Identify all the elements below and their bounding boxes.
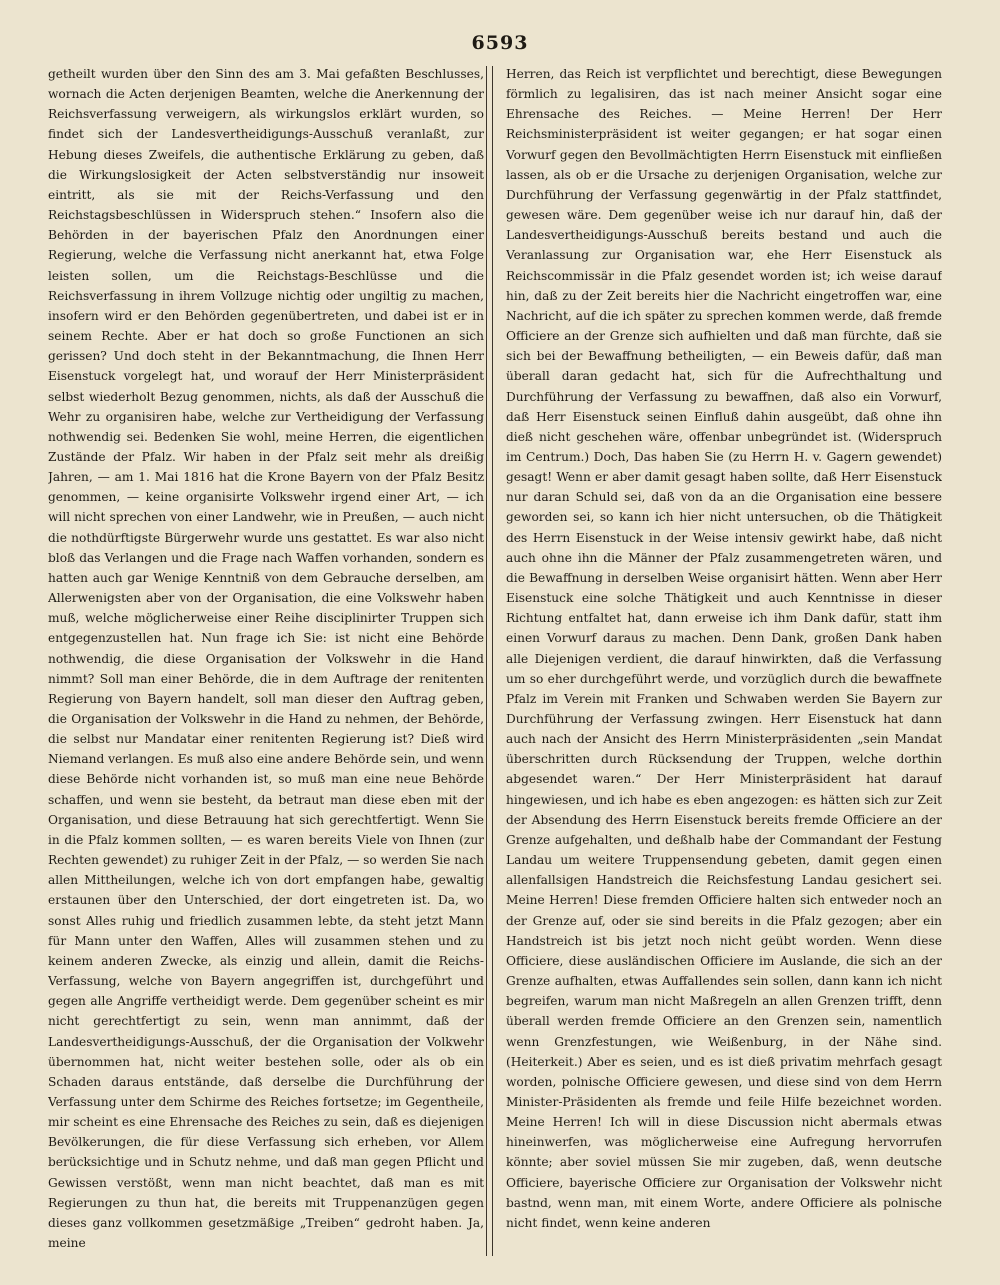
text-column-left	[48, 64, 484, 1264]
column-divider	[486, 66, 493, 1256]
page-number: 6593	[471, 32, 529, 54]
column-text: Herren, das Reich ist verpflichtet und berechtigt, diese Bewegungen förmlich zu legalisiren, das ist nach meiner Ansicht sogar eine Ehrensache des Reiches. — Meine Herren! Der Herr Reichsministerpräsident ist weiter gegangen; er hat sogar einen Vorwurf gegen den Bevollmächtigten Herrn Eisenstuck mit einfließen lassen, als ob er die Ursache zu derjenigen Organisation, welche zur Durchführung der Verfassung gegenwärtig in der Pfalz stattfindet, gewesen wäre. Dem gegenüber weise ich nur darauf hin, daß der Landesvertheidigungs-Ausschuß bereits bestand und auch die Veranlassung zur Organisation war, ehe Herr Eisenstuck als Reichscommissär in die Pfalz gesendet worden ist; ich weise darauf hin, daß zu der Zeit bereits hier die Nachricht eingetroffen war, eine Nachricht, auf die ich später zu sprechen kommen werde, daß fremde Officiere an der Grenze sich aufhielten und daß man fürchte, daß sie sich bei der Bewaffnung betheiligten, — ein Beweis dafür, daß man überall daran gedacht hat, sich für die Aufrechthaltung und Durchführung der Verfassung zu bewaffnen, daß also ein Vorwurf, daß Herr Eisenstuck seinen Einfluß dahin ausgeübt, daß ohne ihn dieß nicht geschehen wäre, offenbar unbegründet ist. (Widerspruch im Centrum.) Doch, Das haben Sie (zu Herrn H. v. Gagern gewendet) gesagt! Wenn er aber damit gesagt haben sollte, daß Herr Eisenstuck nur daran Schuld sei, daß von da an die Organisation eine bessere geworden sei, so kann ich hier nicht untersuchen, ob die Thätigkeit des Herrn Eisenstuck in der Weise intensiv gewirkt habe, daß nicht auch ohne ihn die Männer der Pfalz zusammengetreten wären, und die Bewaffnung in derselben Weise organisirt hätten. Wenn aber Herr Eisenstuck eine solche Thätigkeit und auch Kenntnisse in dieser Richtung entfaltet hat, dann erweise ich ihm Dank dafür, statt ihm einen Vorwurf daraus zu machen. Denn Dank, großen Dank haben alle Diejenigen verdient, die darauf hinwirkten, daß die Verfassung um so eher durchgeführt werde, und vorzüglich durch die bewaffnete Pfalz im Verein mit Franken und Schwaben werden Sie Bayern zur Durchführung der Verfassung zwingen. Herr Eisenstuck hat dann auch nach der Ansicht des Herrn Ministerpräsidenten „sein Mandat überschritten durch Rücksendung der Truppen, welche dorthin abgesendet waren.“ Der Herr Ministerpräsident hat darauf hingewiesen, und ich habe es eben angezogen: es hätten sich zur Zeit der Absendung des Herrn Eisenstuck bereits fremde Officiere an der Grenze aufgehalten, und deßhalb habe der Commandant der Festung Landau um weitere Truppensendung gebeten, damit gegen einen allenfallsigen Handstreich die Reichsfestung Landau gesichert sei. Meine Herren! Diese fremden Officiere halten sich entweder noch an der Grenze auf, oder sie sind bereits in die Pfalz gezogen; aber ein Handstreich ist bis jetzt noch nicht geübt worden. Wenn diese Officiere, diese ausländischen Officiere im Auslande, die sich an der Grenze aufhalten, etwas Auffallendes sein sollen, dann kann ich nicht begreifen, warum man nicht Maßregeln an allen Grenzen trifft, denn überall werden fremde Officiere an den Grenzen sein, namentlich wenn Grenzfestungen, wie Weißenburg, in der Nähe sind. (Heiterkeit.) Aber es seien, und es ist dieß privatim mehrfach gesagt worden, polnische Officiere gewesen, und diese sind von dem Herrn Minister-Präsidenten als fremde und feile Hilfe bezeichnet worden. Meine Herren! Ich will in diese Discussion nicht abermals etwas hineinwerfen, was möglicherweise eine Aufregung hervorrufen könnte; aber soviel müssen Sie mir zugeben, daß, wenn deutsche Officiere, bayerische Officiere zur Organisation der Volkswehr nicht bastnd, wenn man, mit einem Worte, andere Officiere als polnische nicht findet, wenn keine anderen	[506, 67, 942, 1230]
column-text: getheilt wurden über den Sinn des am 3. Mai gefaßten Beschlusses, wornach die Acten derjenigen Beamten, welche die Anerkennung der Reichsverfassung verweigern, als wirkungslos erklärt wurden, so findet sich der Landesvertheidigungs-Ausschuß veranlaßt, zur Hebung dieses Zweifels, die authentische Erklärung zu geben, daß die Wirkungslosigkeit der Acten selbstverständig nur insoweit eintritt, als sie mit der Reichs-Verfassung und den Reichstagsbeschlüssen in Widerspruch stehen.“ Insofern also die Behörden in der bayerischen Pfalz den Anordnungen einer Regierung, welche die Verfassung nicht anerkannt hat, etwa Folge leisten sollen, um die Reichstags-Beschlüsse und die Reichsverfassung in ihrem Vollzuge nichtig oder ungiltig zu machen, insofern wird er den Behörden gegenübertreten, und dabei ist er in seinem Rechte. Aber er hat doch so große Functionen an sich gerissen? Und doch steht in der Bekanntmachung, die Ihnen Herr Eisenstuck vorgelegt hat, und worauf der Herr Ministerpräsident selbst wiederholt Bezug genommen, nichts, als daß der Ausschuß die Wehr zu organisiren habe, welche zur Vertheidigung der Verfassung nothwendig sei. Bedenken Sie wohl, meine Herren, die eigentlichen Zustände der Pfalz. Wir haben in der Pfalz seit mehr als dreißig Jahren, — am 1. Mai 1816 hat die Krone Bayern von der Pfalz Besitz genommen, — keine organisirte Volkswehr irgend einer Art, — ich will nicht sprechen von einer Landwehr, wie in Preußen, — auch nicht die nothdürftigste Bürgerwehr wurde uns gestattet. Es war also nicht bloß das Verlangen und die Frage nach Waffen vorhanden, sondern es hatten auch gar Wenige Kenntniß von dem Gebrauche derselben, am Allerwenigsten aber von der Organisation, die eine Volkswehr haben muß, welche möglicherweise einer Reihe disciplinirter Truppen sich entgegenzustellen hat. Nun frage ich Sie: ist nicht eine Behörde nothwendig, die diese Organisation der Volkswehr in die Hand nimmt? Soll man einer Behörde, die in dem Auftrage der renitenten Regierung von Bayern handelt, soll man dieser den Auftrag geben, die Organisation der Volkswehr in die Hand zu nehmen, der Behörde, die selbst nur Mandatar einer renitenten Regierung ist? Dieß wird Niemand verlangen. Es muß also eine andere Behörde sein, und wenn diese Behörde nicht vorhanden ist, so muß man eine neue Behörde schaffen, und wenn sie besteht, da betraut man diese eben mit der Organisation, und diese Betrauung hat sich gerechtfertigt. Wenn Sie in die Pfalz kommen sollten, — es waren bereits Viele von Ihnen (zur Rechten gewendet) zu ruhiger Zeit in der Pfalz, — so werden Sie nach allen Mittheilungen, welche ich von dort empfangen habe, gewaltig erstaunen über den Unterschied, der dort eingetreten ist. Da, wo sonst Alles ruhig und friedlich zusammen lebte, da steht jetzt Mann für Mann unter den Waffen, Alles will zusammen stehen und zu keinem anderen Zwecke, als einzig und allein, damit die Reichs-Verfassung, welche von Bayern angegriffen ist, durchgeführt und gegen alle Angriffe vertheidigt werde. Dem gegenüber scheint es mir nicht gerechtfertigt zu sein, wenn man annimmt, daß der Landesvertheidigungs-Ausschuß, der die Organisation der Volkwehr übernommen hat, nicht weiter bestehen solle, oder als ob ein Schaden daraus entstände, daß derselbe die Durchführung der Verfassung unter dem Schirme des Reiches fortsetze; im Gegentheile, mir scheint es eine Ehrensache des Reiches zu sein, daß es diejenigen Bevölkerungen, die für diese Verfassung sich erheben, vor Allem berücksichtige und in Schutz nehme, und daß man gegen Pflicht und Gewissen verstößt, wenn man nicht beachtet, daß man es mit Regierungen zu thun hat, die bereits mit Truppenanzügen gegen dieses ganz vollkommen gesetzmäßige „Treiben“ gedroht haben. Ja, meine	[48, 67, 484, 1251]
text-column-right	[506, 64, 942, 1264]
